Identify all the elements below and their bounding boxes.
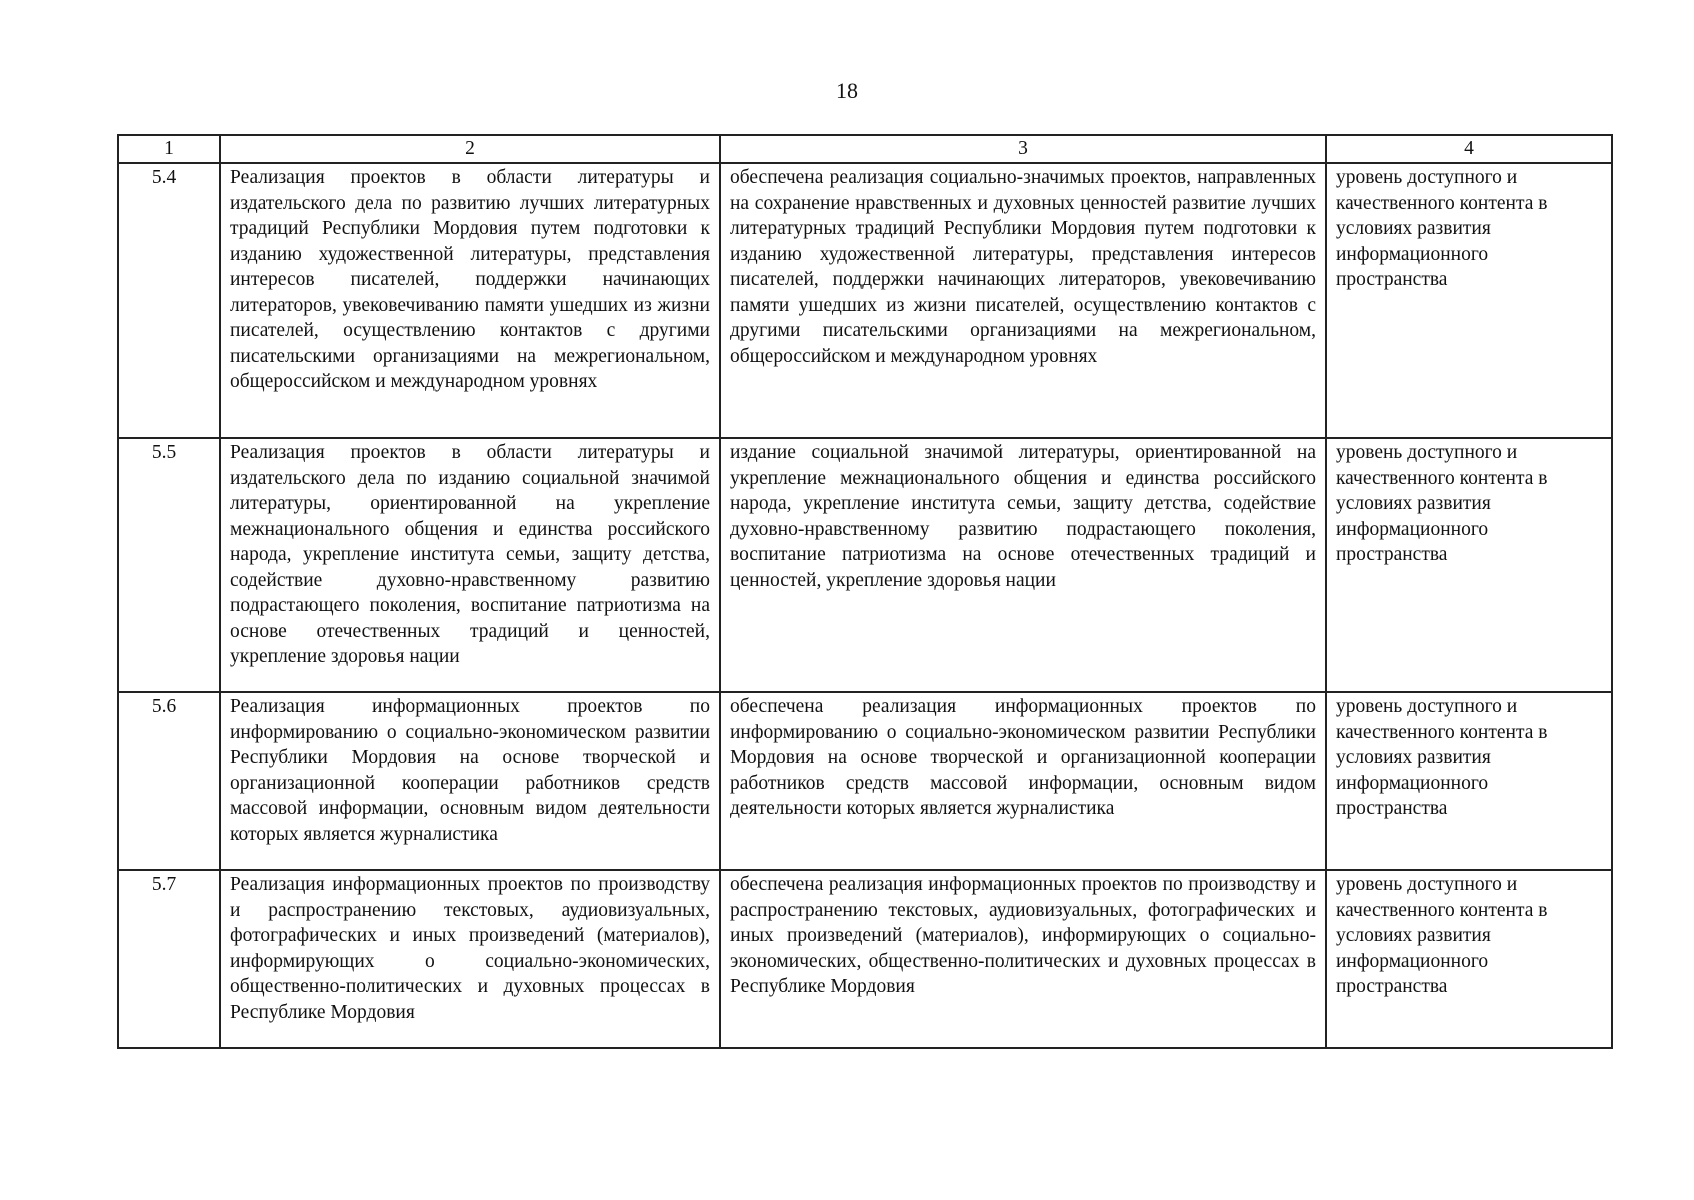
result-cell: издание социальной значимой литературы, ориентированной на укрепление межнационального общения и единства российского народа, укрепление института семьи, защиту детства, содействие духовно-нравственному развитию подрастающего поколения, воспитание патриотизма на основе отечественных традиций и ценностей, укрепление здоровья нации bbox=[720, 438, 1326, 692]
indicator-cell: уровень доступного и качественного контента в условиях развития информационного пространства bbox=[1326, 870, 1612, 1048]
program-table bbox=[117, 134, 1613, 1049]
table-row bbox=[118, 692, 1612, 870]
row-number: 5.4 bbox=[118, 163, 220, 438]
indicator-cell: уровень доступного и качественного контента в условиях развития информационного пространства bbox=[1326, 692, 1612, 870]
table-row bbox=[118, 870, 1612, 1048]
column-header-2: 2 bbox=[220, 135, 720, 163]
event-cell: Реализация информационных проектов по информированию о социально-экономическом развитии Республики Мордовия на основе творческой и организационной кооперации работников средств массовой информации, основным видом деятельности которых является журналистика bbox=[220, 692, 720, 870]
column-header-1: 1 bbox=[118, 135, 220, 163]
event-cell: Реализация проектов в области литературы и издательского дела по изданию социальной значимой литературы, ориентированной на укрепление межнационального общения и единства российского народа, укрепление института семьи, защиту детства, содействие духовно-нравственному развитию подрастающего поколения, воспитание патриотизма на основе отечественных традиций и ценностей, укрепление здоровья нации bbox=[220, 438, 720, 692]
page-number: 18 bbox=[836, 78, 858, 103]
result-cell: обеспечена реализация социально-значимых проектов, направленных на сохранение нравственных и духовных ценностей развитие лучших литературных традиций Республики Мордовия путем подготовки к изданию художественной литературы, представления интересов писателей, поддержки начинающих литераторов, увековечиванию памяти ушедших из жизни писателей, осуществлению контактов с другими писательскими организациями на межрегиональном, общероссийском и международном уровнях bbox=[720, 163, 1326, 438]
table-body bbox=[118, 163, 1612, 1048]
table-header bbox=[118, 135, 1612, 163]
table-row bbox=[118, 438, 1612, 692]
row-number: 5.5 bbox=[118, 438, 220, 692]
header-row bbox=[118, 135, 1612, 163]
column-header-4: 4 bbox=[1326, 135, 1612, 163]
event-cell: Реализация проектов в области литературы и издательского дела по развитию лучших литературных традиций Республики Мордовия путем подготовки к изданию художественной литературы, представления интересов писателей, поддержки начинающих литераторов, увековечиванию памяти ушедших из жизни писателей, осуществлению контактов с другими писательскими организациями на межрегиональном, общероссийском и международном уровнях bbox=[220, 163, 720, 438]
indicator-cell: уровень доступного и качественного контента в условиях развития информационного пространства bbox=[1326, 163, 1612, 438]
result-cell: обеспечена реализация информационных проектов по информированию о социально-экономическом развитии Республики Мордовия на основе творческой и организационной кооперации работников средств массовой информации, основным видом деятельности которых является журналистика bbox=[720, 692, 1326, 870]
row-number: 5.7 bbox=[118, 870, 220, 1048]
table-row bbox=[118, 163, 1612, 438]
result-cell: обеспечена реализация информационных проектов по производству и распространению текстовых, аудиовизуальных, фотографических и иных произведений (материалов), информирующих о социально-экономических, общественно-политических и духовных процессах в Республике Мордовия bbox=[720, 870, 1326, 1048]
indicator-cell: уровень доступного и качественного контента в условиях развития информационного пространства bbox=[1326, 438, 1612, 692]
event-cell: Реализация информационных проектов по производству и распространению текстовых, аудиовизуальных, фотографических и иных произведений (материалов), информирующих о социально-экономических, общественно-политических и духовных процессах в Республике Мордовия bbox=[220, 870, 720, 1048]
row-number: 5.6 bbox=[118, 692, 220, 870]
column-header-3: 3 bbox=[720, 135, 1326, 163]
